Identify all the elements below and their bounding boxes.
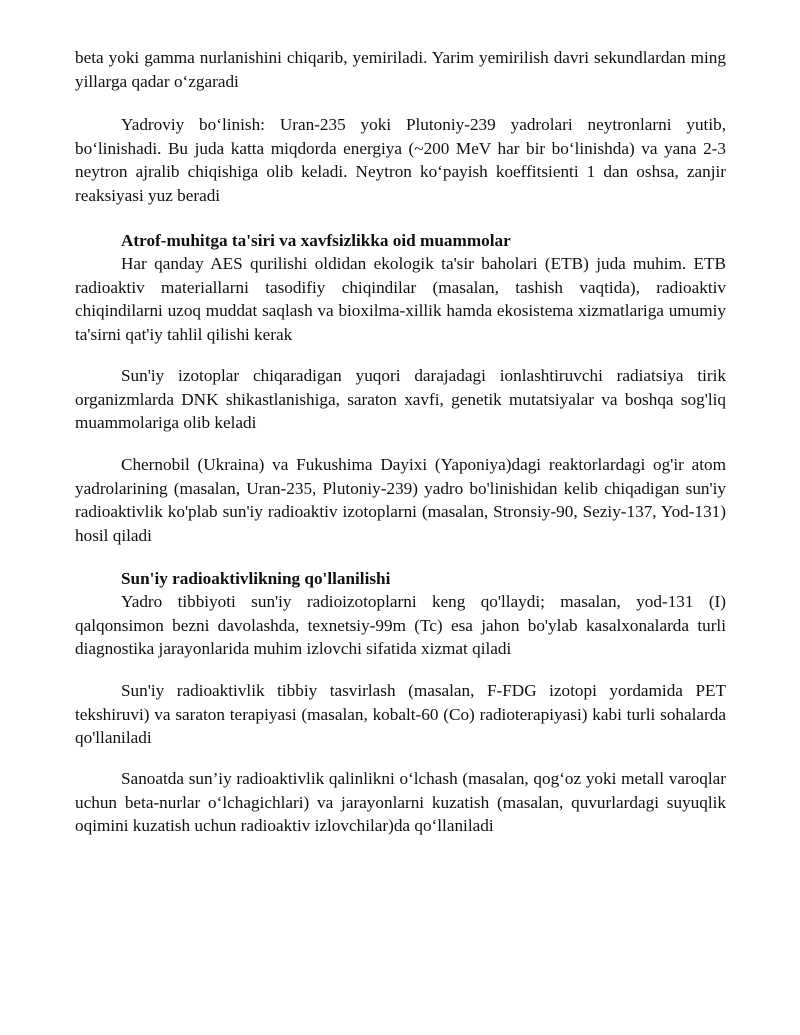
paragraph-environmental-assessment: Har qanday AES qurilishi oldidan ekologik ta'sir baholari (ETB) juda muhim. ETB radioaktiv materiallarni tasodifiy chiqindilar (masalan, tashish vaqtida), radioaktiv chiqindilarni uzoq muddat saqlash va bioxilma-xillik hamda ekosistema xizmatlariga umumiy ta'sirni qat'iy tahlil qilishi kerak	[75, 254, 726, 344]
heading-environmental-safety: Atrof-muhitga ta'siri va xavfsizlikka oid muammolar	[121, 231, 511, 250]
paragraph-nuclear-medicine: Yadro tibbiyoti sun'iy radioizotoplarni keng qo'llaydi; masalan, yod-131 (I) qalqonsimon bezni davolashda, texnetsiy-99m (Tc) esa jahon bo'ylab kasalxonalarda turli diagnostika jarayonlarida muhim izlovchi sifatida xizmat qiladi	[75, 592, 726, 658]
paragraph-ionizing-radiation: Sun'iy izotoplar chiqaradigan yuqori darajadagi ionlashtiruvchi radiatsiya tirik organizmlarda DNK shikastlanishiga, saraton xavfi, genetik mutatsiyalar va boshqa sog'liq muammolariga olib keladi	[75, 366, 726, 432]
heading-applications: Sun'iy radioaktivlikning qo'llanilishi	[121, 569, 391, 588]
paragraph-industry: Sanoatda sun’iy radioaktivlik qalinlikni o‘lchash (masalan, qog‘oz yoki metall varoqlar uchun beta-nurlar o‘lchagichlari) va jarayonlarni kuzatish (masalan, quvurlardagi suyuqlik oqimini kuzatish uchun radioaktiv izlovchilar)da qo‘llaniladi	[75, 769, 726, 835]
paragraph-chernobyl-fukushima: Chernobil (Ukraina) va Fukushima Dayixi (Yaponiya)dagi reaktorlardagi og'ir atom yadrolarining (masalan, Uran-235, Plutoniy-239) yadro bo'linishidan kelib chiqadigan sun'iy radioaktivlik ko'plab sun'iy radioaktiv izotoplarni (masalan, Stronsiy-90, Seziy-137, Yod-131) hosil qiladi	[75, 455, 726, 545]
paragraph-medical-imaging: Sun'iy radioaktivlik tibbiy tasvirlash (masalan, F-FDG izotopi yordamida PET tekshiruvi) va saraton terapiyasi (masalan, kobalt-60 (Co) radioterapiyasi) kabi turli sohalarda qo'llaniladi	[75, 681, 726, 747]
paragraph-half-life: beta yoki gamma nurlanishini chiqarib, yemiriladi. Yarim yemirilish davri sekundlardan ming yillarga qadar o‘zgaradi	[75, 48, 726, 91]
paragraph-nuclear-fission: Yadroviy bo‘linish: Uran-235 yoki Plutoniy-239 yadrolari neytronlarni yutib, bo‘linishadi. Bu juda katta miqdorda energiya (~200 MeV har bir bo‘linishda) va yana 2-3 neytron ajralib chiqishiga olib keladi. Neytron ko‘payish koeffitsienti 1 dan oshsa, zanjir reaksiyasi yuz beradi	[75, 115, 726, 205]
